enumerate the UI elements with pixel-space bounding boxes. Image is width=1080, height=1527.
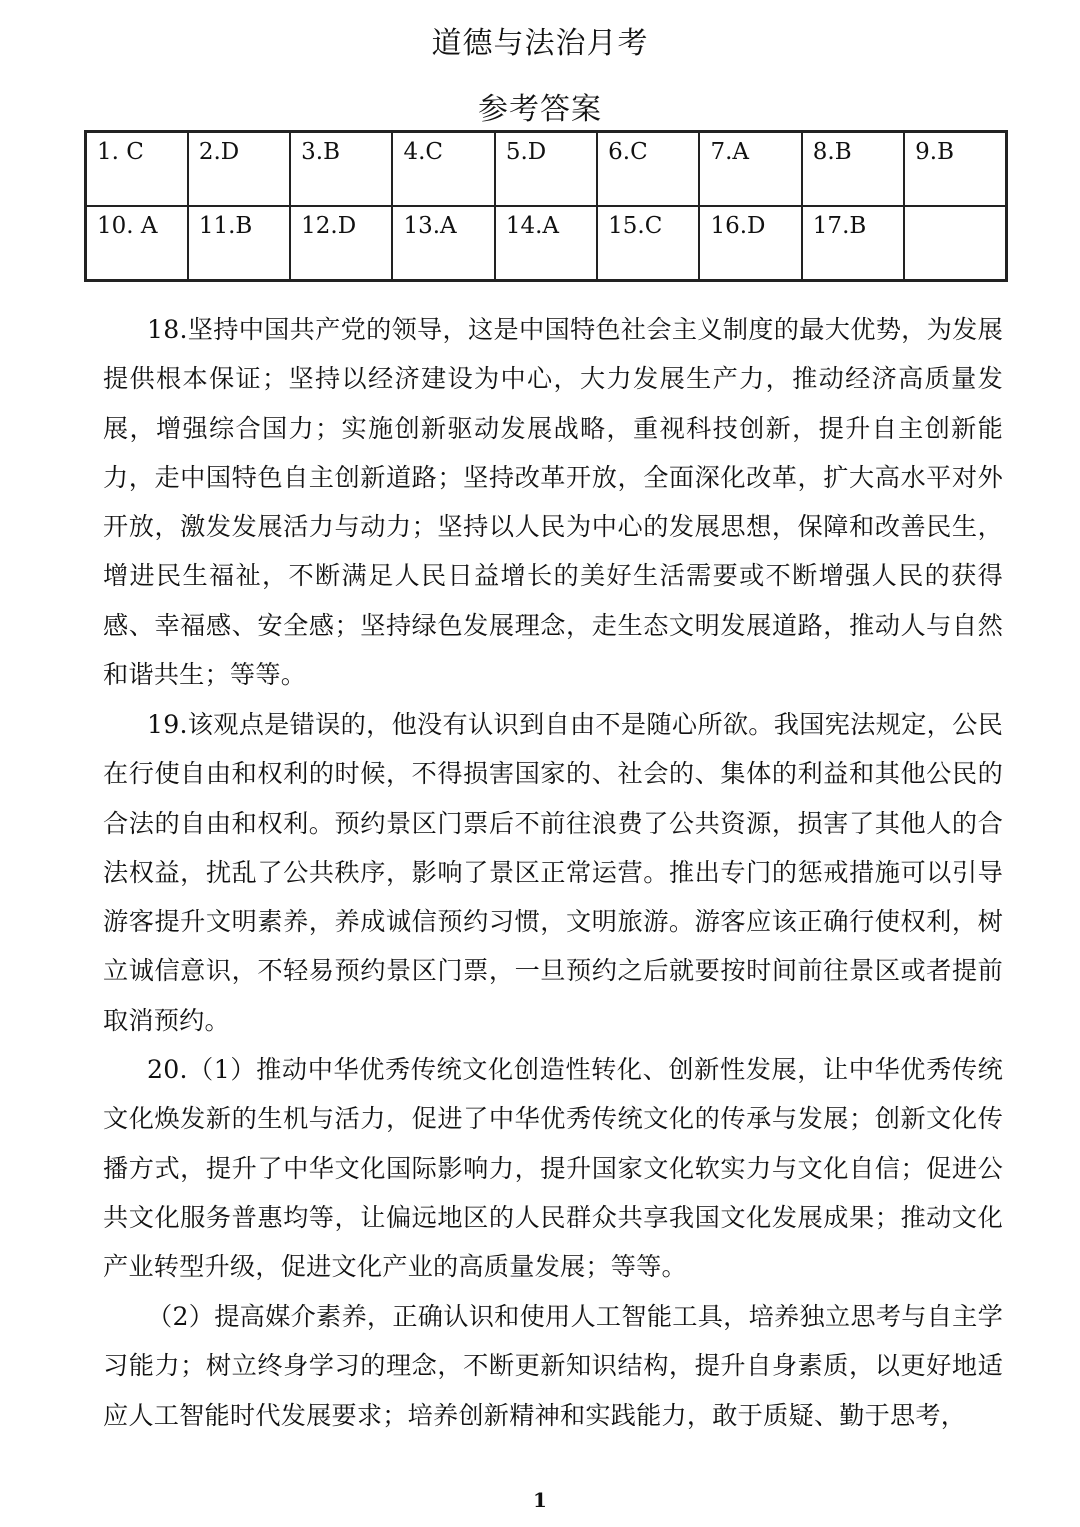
answer-cell-empty — [904, 206, 1006, 281]
answer-cell: 13.A — [392, 206, 494, 281]
answer-cell: 6.C — [597, 132, 699, 207]
answer-paragraph-20-2 — [103, 1292, 1003, 1440]
answer-cell: 5.D — [495, 132, 597, 207]
page-number: 1 — [533, 1488, 547, 1512]
answer-cell: 1. C — [86, 132, 188, 207]
answer-row-1 — [86, 132, 1007, 207]
answer-cell: 14.A — [495, 206, 597, 281]
answer-cell: 15.C — [597, 206, 699, 281]
answer-paragraph-19 — [103, 700, 1003, 1045]
answer-cell: 3.B — [290, 132, 392, 207]
document-title: 道德与法治月考 — [431, 26, 649, 61]
answer-text-18: 18.坚持中国共产党的领导，这是中国特色社会主义制度的最大优势，为发展提供根本保证；坚持以经济建设为中心，大力发展生产力，推动经济高质量发展，增强综合国力；实施创新驱动发展战略，重视科技创新，提升自主创新能力，走中国特色自主创新道路；坚持改革开放，全面深化改革，扩大高水平对外开放，激发发展活力与动力；坚持以人民为中心的发展思想，保障和改善民生，增进民生福祉，不断满足人民日益增长的美好生活需要或不断增强人民的获得感、幸福感、安全感；坚持绿色发展理念，走生态文明发展道路，推动人与自然和谐共生；等等。 — [103, 315, 1003, 690]
answer-paragraph-18 — [103, 305, 1003, 699]
answer-cell: 7.A — [699, 132, 801, 207]
answer-cell: 11.B — [188, 206, 290, 281]
answer-cell: 2.D — [188, 132, 290, 207]
answer-text-20-1: 20.（1）推动中华优秀传统文化创造性转化、创新性发展，让中华优秀传统文化焕发新的生机与活力，促进了中华优秀传统文化的传承与发展；创新文化传播方式，提升了中华文化国际影响力，提升国家文化软实力与文化自信；促进公共文化服务普惠均等，让偏远地区的人民群众共享我国文化发展成果；推动文化产业转型升级，促进文化产业的高质量发展；等等。 — [103, 1055, 1003, 1282]
answer-row-2 — [86, 206, 1007, 281]
answer-cell: 12.D — [290, 206, 392, 281]
answer-text-20-2: （2）提高媒介素养，正确认识和使用人工智能工具，培养独立思考与自主学习能力；树立终身学习的理念，不断更新知识结构，提升自身素质，以更好地适应人工智能时代发展要求；培养创新精神和实践能力，敢于质疑、勤于思考， — [103, 1302, 1003, 1430]
answer-text-19: 19.该观点是错误的，他没有认识到自由不是随心所欲。我国宪法规定，公民在行使自由和权利的时候，不得损害国家的、社会的、集体的利益和其他公民的合法的自由和权利。预约景区门票后不前往浪费了公共资源，损害了其他人的合法权益，扰乱了公共秩序，影响了景区正常运营。推出专门的惩戒措施可以引导游客提升文明素养，养成诚信预约习惯，文明旅游。游客应该正确行使权利，树立诚信意识，不轻易预约景区门票，一旦预约之后就要按时间前往景区或者提前取消预约。 — [103, 710, 1003, 1035]
answer-table — [84, 130, 1008, 282]
answer-cell: 16.D — [699, 206, 801, 281]
answer-cell: 4.C — [392, 132, 494, 207]
answer-paragraph-20-1 — [103, 1045, 1003, 1291]
answer-cell: 9.B — [904, 132, 1006, 207]
answer-cell: 10. A — [86, 206, 188, 281]
document-subtitle: 参考答案 — [478, 92, 602, 127]
answer-cell: 17.B — [802, 206, 904, 281]
answer-cell: 8.B — [802, 132, 904, 207]
